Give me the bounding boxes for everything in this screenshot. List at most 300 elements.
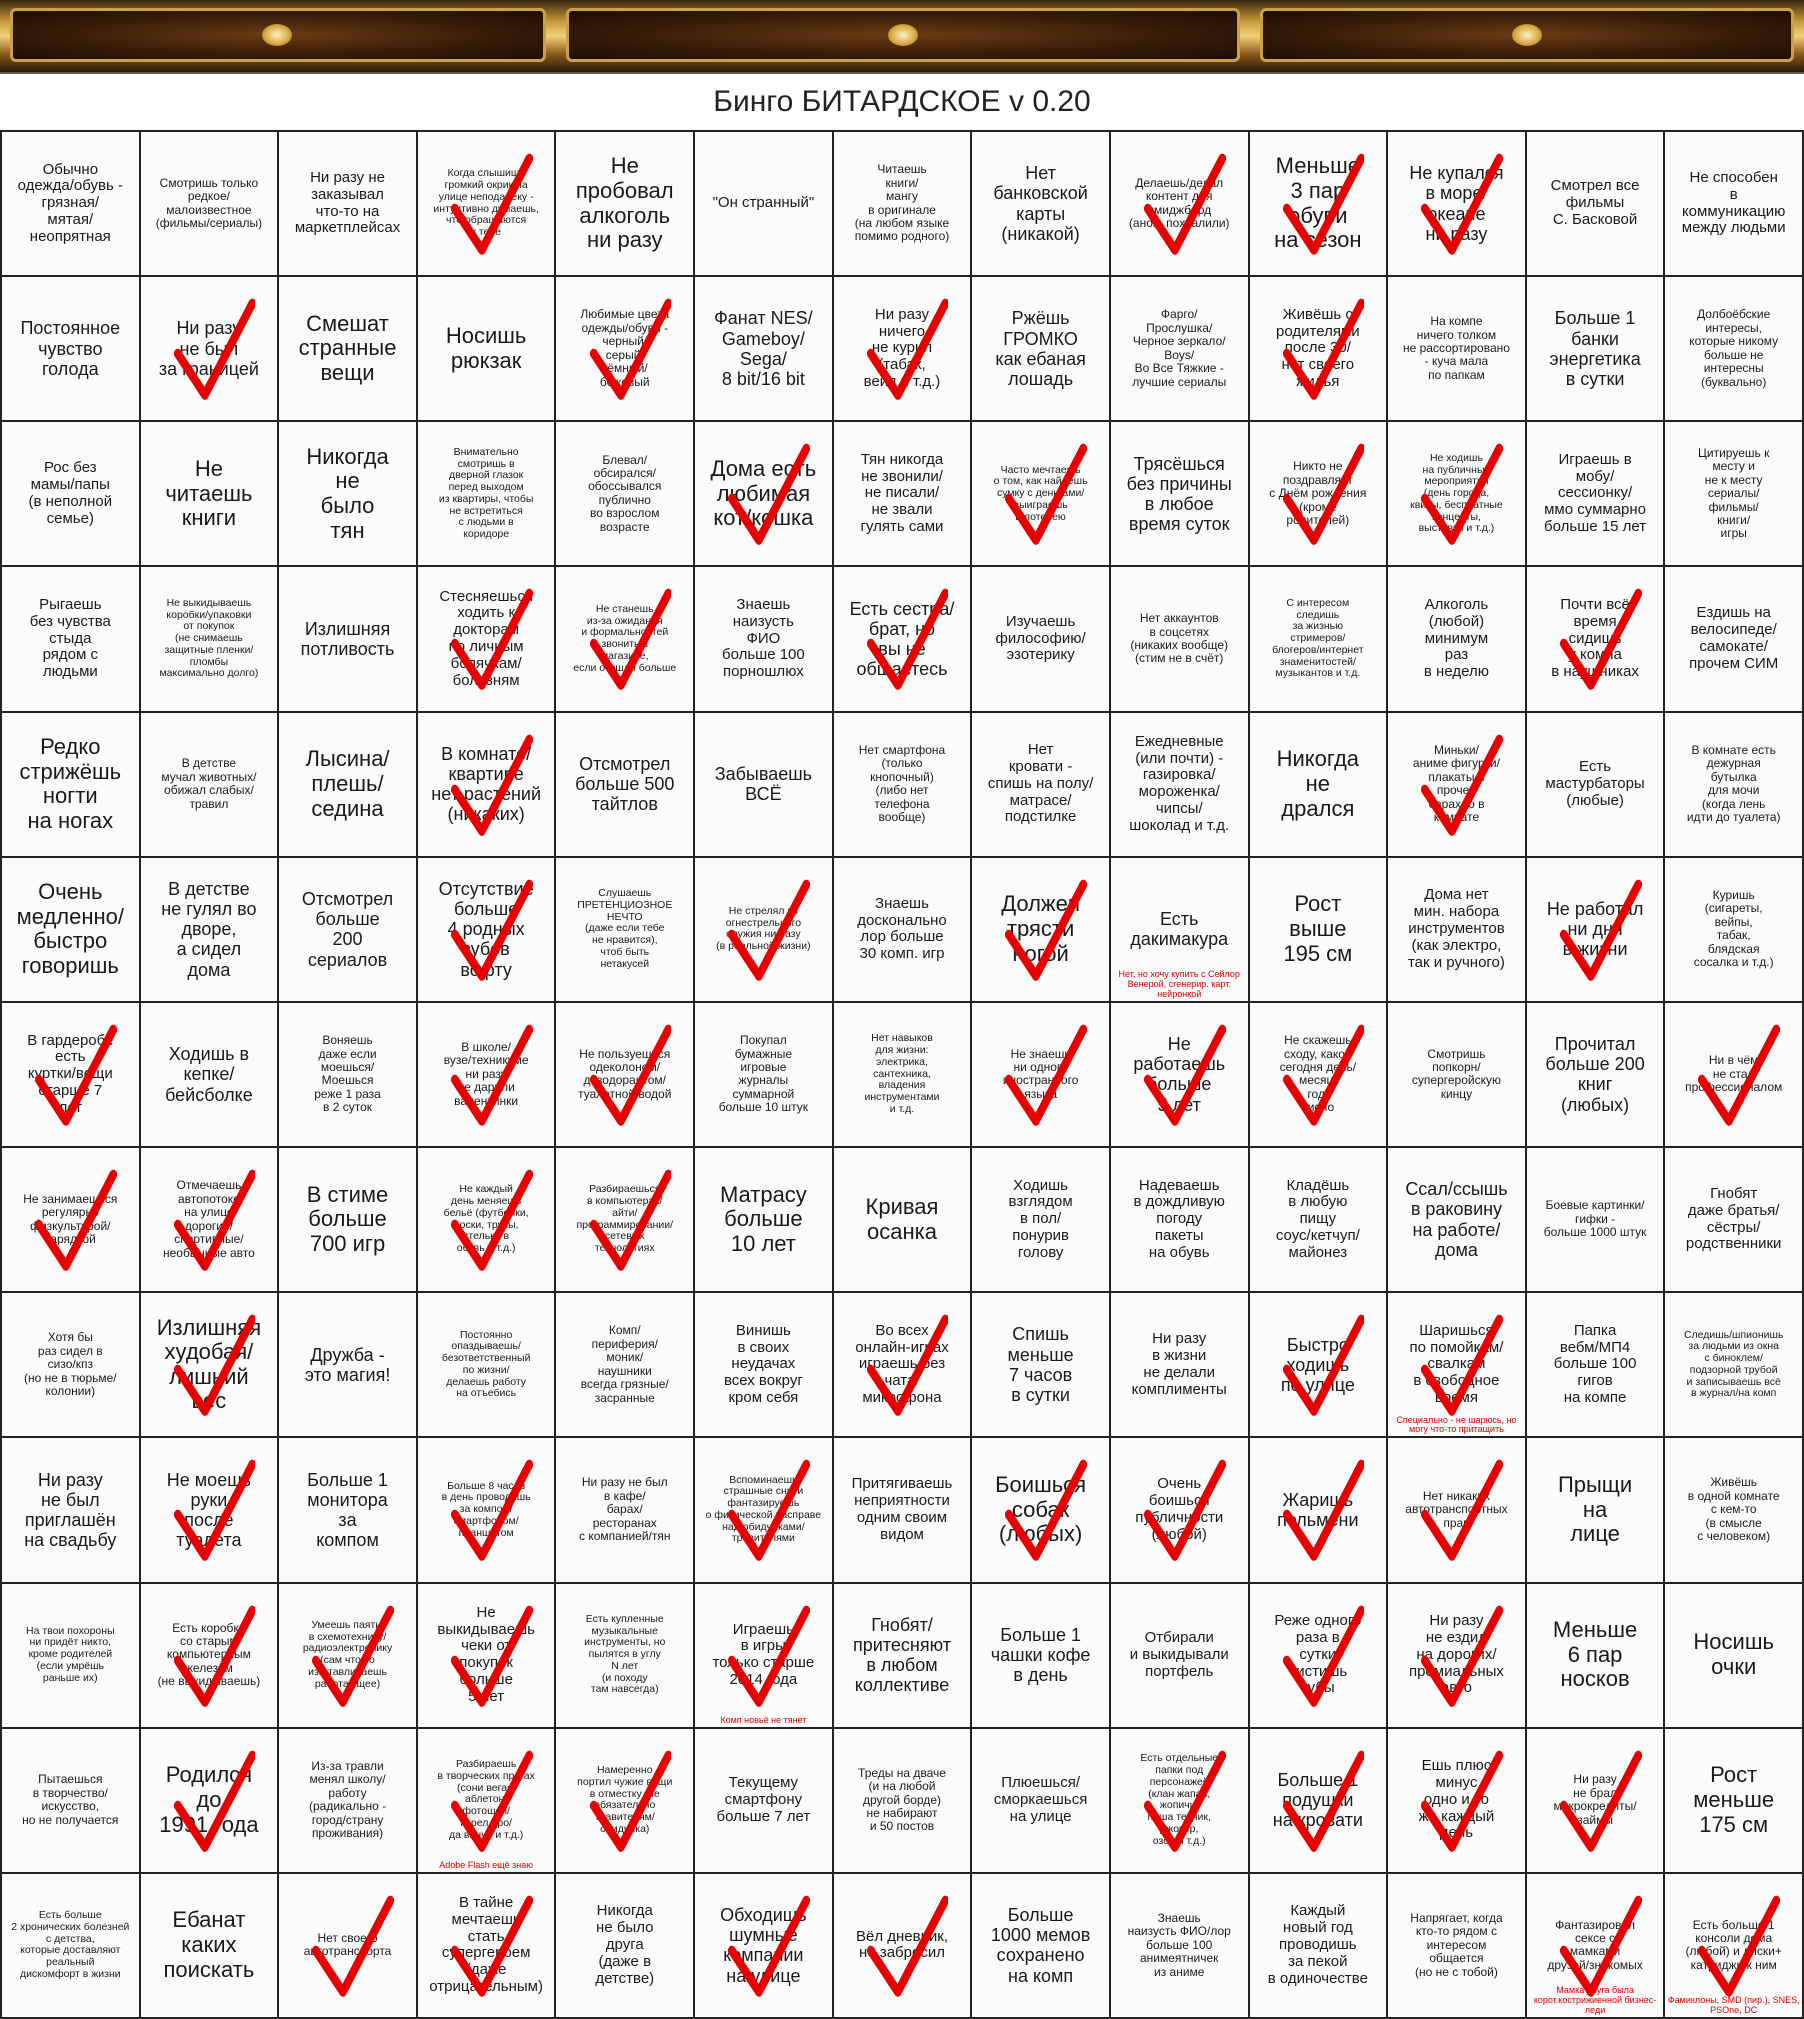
bingo-cell-text: Не работал ни дня в жизни: [1546, 899, 1644, 960]
bingo-cell[interactable]: [141, 277, 278, 420]
bingo-cell[interactable]: [1250, 132, 1387, 275]
bingo-cell-text: Любимые цвета одежды/обуви - черный/ серый/ тёмный/ бежевый: [580, 307, 670, 389]
bingo-cell[interactable]: [972, 277, 1109, 420]
bingo-cell[interactable]: [1388, 1874, 1525, 2017]
bingo-cell[interactable]: [1388, 713, 1525, 856]
bingo-cell[interactable]: [972, 567, 1109, 710]
bingo-cell-text: На твои похороны ни придёт никто, кроме родителей (если умрёшь раньше их): [25, 1624, 115, 1684]
bingo-cell[interactable]: [1665, 1003, 1802, 1146]
bingo-cell-text: Не стрелял из огнестрельного оружия ни разу (в реальной жизни): [716, 904, 811, 953]
bingo-cell[interactable]: [972, 132, 1109, 275]
bingo-cell[interactable]: [1527, 1148, 1664, 1291]
bingo-cell-text: Дружба - это магия!: [304, 1344, 391, 1385]
bingo-cell[interactable]: [972, 858, 1109, 1001]
bingo-cell-text: Постоянно опаздываешь/ безответственный по жизни/ делаешь работу на отъебись: [441, 1328, 531, 1400]
bingo-cell[interactable]: [556, 1729, 693, 1872]
bingo-cell[interactable]: [2, 132, 139, 275]
bingo-cell[interactable]: [1665, 713, 1802, 856]
bingo-cell-text: Очень медленно/ быстро говоришь: [16, 879, 125, 978]
bingo-cell[interactable]: [1527, 1003, 1664, 1146]
bingo-cell-text: Смотришь только редкое/ малоизвестное (фильмы/сериалы): [155, 175, 263, 230]
bingo-cell[interactable]: [1111, 1438, 1248, 1581]
bingo-cell-text: Нет кровати - спишь на полу/ матрасе/ подстилке: [987, 741, 1094, 826]
bingo-cell[interactable]: [1111, 1729, 1248, 1872]
bingo-cell-text: Знаешь досконально лор больше 30 комп. игр: [857, 894, 947, 963]
bingo-cell-text: Не моешь руки после туалета: [166, 1469, 252, 1551]
bingo-cell[interactable]: [556, 1003, 693, 1146]
bingo-cell[interactable]: [556, 567, 693, 710]
bingo-cell[interactable]: [1111, 1584, 1248, 1727]
bingo-cell[interactable]: [695, 1584, 832, 1727]
handwritten-note: Нет, но хочу купить с Сейлор Венерой, сгенерир. карт. нейронкой: [1118, 969, 1240, 1000]
bingo-cell[interactable]: [141, 1003, 278, 1146]
bingo-cell[interactable]: [556, 713, 693, 856]
bingo-cell[interactable]: [1250, 1874, 1387, 2017]
bingo-cell-text: Тян никогда не звонили/ не писали/ не звали гулять сами: [860, 450, 944, 536]
bingo-cell[interactable]: [141, 1874, 278, 2017]
bingo-cell-text: Рост выше 195 см: [1283, 891, 1353, 966]
bingo-cell[interactable]: [1111, 858, 1248, 1001]
bingo-cell[interactable]: [418, 1003, 555, 1146]
bingo-cell-text: Умеешь паять/ в схемотехнику/ радиоэлектронику (сам что-то изготавливаешь работающее): [302, 1618, 393, 1690]
bingo-cell-text: Ни разу не ездил на дорогих/ премиальных авто: [1408, 1612, 1504, 1697]
bingo-cell[interactable]: [2, 1148, 139, 1291]
bingo-cell-text: Рост меньше 175 см: [1693, 1762, 1775, 1837]
bingo-cell[interactable]: [2, 567, 139, 710]
bingo-cell-text: Знаешь наизусть ФИО/лор больше 100 анимеятничек из аниме: [1127, 1910, 1231, 1979]
bingo-cell[interactable]: [2, 713, 139, 856]
bingo-cell[interactable]: [2, 1003, 139, 1146]
bingo-cell-text: Треды на дваче (и на любой другой борде) не набирают и 50 постов: [858, 1765, 946, 1834]
bingo-cell-text: Фантазировал сексе с мамками друзей/знакомых: [1547, 1917, 1643, 1972]
bingo-cell[interactable]: [834, 1584, 971, 1727]
bingo-cell-text: В комнате есть дежурная бутылка для мочи (когда лень идти до туалета): [1686, 742, 1781, 825]
bingo-cell-text: Излишняя потливость: [300, 618, 395, 660]
bingo-cell-text: Больше 8 часов в день проводишь за компом/ смартфоном/ планшетом: [441, 1479, 531, 1539]
bingo-cell-text: Отмечаешь автопотоке на улице дорогие/ спортивные/ необычные авто: [163, 1178, 255, 1260]
bingo-cell[interactable]: [1665, 1874, 1802, 2017]
bingo-cell[interactable]: [1388, 567, 1525, 710]
bingo-cell-text: Пытаешься в творчество/ искусство, но не получается: [22, 1772, 119, 1827]
bingo-cell-text: Цитируешь к месту и не к месту сериалы/ фильмы/ книги/ игры: [1698, 445, 1770, 541]
bingo-cell-text: Жаришь пельмени: [1277, 1489, 1359, 1530]
bingo-cell[interactable]: [695, 858, 832, 1001]
bingo-cell-text: Не ходишь на публичные мероприятия (день города, квизы, бесплатные концерты, выставки и т.д.): [1410, 451, 1503, 535]
bingo-cell-text: Не каждый день меняешь бельё (футболки, носки, трусы, стельки в обувь и т.д.): [443, 1183, 529, 1255]
bingo-cell-text: Не купался в море/ океане ни разу: [1409, 163, 1504, 244]
bingo-cell-text: Плюешься/ сморкаешься на улице: [993, 1774, 1088, 1825]
bingo-cell[interactable]: [695, 132, 832, 275]
bingo-cell[interactable]: [418, 132, 555, 275]
bingo-cell-text: Гнобят/ притесняют в любом коллективе: [853, 1614, 951, 1696]
bingo-cell[interactable]: [141, 1729, 278, 1872]
bingo-cell-text: Есть дакимакура: [1130, 909, 1229, 950]
bingo-cell[interactable]: [2, 277, 139, 420]
bingo-cell-text: Забываешь ВСЁ: [714, 764, 813, 805]
bingo-cell[interactable]: [834, 858, 971, 1001]
bingo-cell[interactable]: [972, 1584, 1109, 1727]
bingo-cell[interactable]: [141, 567, 278, 710]
bingo-cell-text: Во всех онлайн-играх играешь без чата/ микрофона: [855, 1321, 949, 1406]
bingo-cell-text: Больше 1 банки энергетика в сутки: [1549, 308, 1641, 389]
bingo-cell-text: Разбираешь в творческих прогах (сони вегас/ аблетон/ фотошоп/ корел дро/ да винчи и т.д.): [437, 1758, 535, 1841]
bingo-cell-text: Ни разу не был в кафе/ барах/ ресторанах с компанией/тян: [579, 1475, 671, 1544]
banner-ornament-icon: [888, 24, 918, 46]
bingo-cell-text: Не знаешь ни одного иностранного языка: [1002, 1046, 1079, 1101]
bingo-cell[interactable]: [1111, 1293, 1248, 1436]
bingo-cell[interactable]: [418, 1438, 555, 1581]
bingo-cell[interactable]: [556, 1874, 693, 2017]
bingo-cell[interactable]: [141, 422, 278, 565]
bingo-cell-text: Почти всё время сидишь у компа в наушниках: [1551, 596, 1639, 681]
bingo-cell[interactable]: [1388, 277, 1525, 420]
bingo-cell[interactable]: [834, 1438, 971, 1581]
bingo-cell[interactable]: [1111, 567, 1248, 710]
bingo-cell[interactable]: [1111, 1148, 1248, 1291]
bingo-cell-text: Папка вебм/МП4 больше 100 гигов на компе: [1553, 1321, 1637, 1406]
bingo-cell[interactable]: [1388, 1293, 1525, 1436]
bingo-cell[interactable]: [556, 1438, 693, 1581]
bingo-cell-text: Покупал бумажные игровые журналы суммарной больше 10 штук: [718, 1033, 809, 1115]
bingo-cell-text: Не читаешь книги: [165, 455, 253, 531]
bingo-cell-text: Не станешь из-за ожидания и формальностей звонить в магазине, если отошли больше: [573, 602, 677, 674]
bingo-cell[interactable]: [1665, 1438, 1802, 1581]
bingo-cell[interactable]: [834, 567, 971, 710]
bingo-cell-text: Хотя бы раз сидел в сизо/кпз (но не в тюрьме/ колонии): [23, 1330, 117, 1398]
bingo-cell-text: Спишь меньше 7 часов в сутки: [1007, 1324, 1074, 1405]
bingo-cell-text: Делаешь/делал контент для имиджборд (анон, похвалили): [1128, 175, 1230, 230]
bingo-cell-text: Миньки/ аниме фигурки/ плакаты и прочее барахло в комнате: [1412, 742, 1500, 825]
bingo-cell[interactable]: [1527, 713, 1664, 856]
bingo-cell[interactable]: [1665, 858, 1802, 1001]
bingo-cell-text: Должен трясти ногой: [1001, 891, 1081, 966]
bingo-cell-text: Постоянное чувство голода: [20, 318, 121, 379]
bingo-cell-text: Никогда не было тян: [306, 443, 389, 543]
bingo-cell-text: Гнобят даже братья/ сёстры/ родственники: [1685, 1185, 1782, 1253]
bingo-cell[interactable]: [279, 1148, 416, 1291]
bingo-cell-text: Носишь очки: [1693, 1629, 1774, 1680]
bingo-cell-text: Ежедневные (или почти) - газировка/ мороженка/ чипсы/ шоколад и т.д.: [1129, 732, 1230, 834]
bingo-cell[interactable]: [1388, 422, 1525, 565]
bingo-cell[interactable]: [418, 277, 555, 420]
bingo-cell[interactable]: [418, 1148, 555, 1291]
bingo-cell[interactable]: [695, 277, 832, 420]
bingo-cell[interactable]: [141, 1293, 278, 1436]
bingo-cell[interactable]: [418, 1874, 555, 2017]
bingo-cell[interactable]: [1250, 567, 1387, 710]
bingo-cell[interactable]: [1388, 1438, 1525, 1581]
bingo-cell-text: Больше 1 подушки на кровати: [1272, 1770, 1363, 1831]
bingo-cell[interactable]: [1665, 1584, 1802, 1727]
bingo-cell-text: Воняешь даже если моешься/ Моешься реже 1 раза в 2 суток: [314, 1033, 381, 1115]
bingo-cell[interactable]: [1665, 422, 1802, 565]
bingo-cell[interactable]: [1250, 1729, 1387, 1872]
bingo-cell-text: Вёл дневник, но забросил: [855, 1927, 948, 1962]
bingo-cell-text: Есть отдельные папки под персонажей (клан жапан, жопичи, паша техник, джокер, озон и т.д.): [1140, 1752, 1219, 1847]
bingo-cell-text: Ссал/ссышь в раковину на работе/ дома: [1405, 1179, 1508, 1260]
bingo-cell[interactable]: [556, 277, 693, 420]
bingo-cell[interactable]: [1250, 1148, 1387, 1291]
bingo-cell[interactable]: [141, 1148, 278, 1291]
bingo-cell[interactable]: [1527, 1438, 1664, 1581]
bingo-cell[interactable]: [1250, 277, 1387, 420]
bingo-cell-text: Внимательно смотришь в дверной глазок перед выходом из квартиры, чтобы не встретиться с людьми в коридоре: [438, 445, 534, 541]
bingo-cell[interactable]: [972, 1729, 1109, 1872]
bingo-cell-text: Не работаешь больше 5 лет: [1133, 1034, 1226, 1115]
bingo-cell-text: В гардеробе есть куртки/вещи старше 7 лет: [27, 1031, 114, 1116]
bingo-cell[interactable]: [972, 1003, 1109, 1146]
bingo-cell-text: Нет никаких автотранспортных прав: [1405, 1488, 1508, 1530]
bingo-cell-text: Никогда не было друга (даже в детстве): [595, 1902, 655, 1987]
bingo-cell[interactable]: [279, 1874, 416, 2017]
bingo-cell[interactable]: [279, 1729, 416, 1872]
bingo-cell[interactable]: [1388, 1003, 1525, 1146]
bingo-cell[interactable]: [834, 277, 971, 420]
bingo-cell[interactable]: [556, 1293, 693, 1436]
bingo-cell[interactable]: [1665, 132, 1802, 275]
bingo-cell[interactable]: [1527, 567, 1664, 710]
bingo-cell-text: Ходишь в кепке/ бейсболке: [165, 1044, 253, 1105]
bingo-cell-text: Есть больше 1 консоли дома (любой) и диски+ катриджи к ним: [1685, 1917, 1782, 1972]
bingo-cell[interactable]: [279, 567, 416, 710]
bingo-cell[interactable]: [1527, 858, 1664, 1001]
bingo-cell[interactable]: [1111, 277, 1248, 420]
bingo-cell-text: В детстве мучал животных/ обижал слабых/ травил: [161, 756, 257, 811]
bingo-cell-text: Фарго/ Прослушка/ Черное зеркало/ Boys/ Во Все Тяжкие - лучшие сериалы: [1132, 307, 1227, 389]
bingo-cell[interactable]: [1250, 713, 1387, 856]
bingo-cell-text: Изучаешь философию/ эзотерику: [995, 612, 1086, 664]
bingo-cell-text: Комп/ периферия/ моник/ наушники всегда грязные/ засранные: [580, 1323, 669, 1405]
bingo-cell[interactable]: [1111, 713, 1248, 856]
bingo-cell-text: Напрягает, когда кто-то рядом с интересом общается (но не с тобой): [1410, 1910, 1503, 1979]
bingo-title: Бинго БИТАРДСКОЕ v 0.20: [0, 72, 1804, 132]
bingo-cell[interactable]: [1665, 567, 1802, 710]
bingo-cell-text: Есть купленные музыкальные инструменты, но пылятся в углу N лет (и походу там навсегда): [584, 1612, 666, 1696]
bingo-cell[interactable]: [1388, 858, 1525, 1001]
bingo-cell-text: Больше 1 чашки кофе в день: [990, 1624, 1091, 1686]
bingo-cell-text: Ни разу не брал микрокредиты/ займы: [1553, 1772, 1637, 1827]
bingo-cell[interactable]: [1111, 1874, 1248, 2017]
bingo-cell-text: Вспоминаешь страшные сны и фантазируешь о физической расправе над обидчиками/ травителями: [705, 1473, 822, 1545]
bingo-cell[interactable]: [972, 1148, 1109, 1291]
bingo-cell-text: Долбоёбские интересы, которые никому больше не интересны (буквально): [1689, 307, 1779, 389]
bingo-cell-text: Намеренно портил чужие вещи в отместку (не обязательно травителям/ обидчика): [577, 1764, 673, 1835]
bingo-cell-text: Стесняешься ходить к докторам по личным болячкам/ болезням: [439, 587, 533, 689]
bingo-cell-text: Ни разу в жизни не делали комплименты: [1131, 1330, 1227, 1398]
bingo-cell[interactable]: [1388, 1148, 1525, 1291]
bingo-cell-text: Разбираешься в компьютерах/ айти/ программировании/ сетевых технологиях: [576, 1183, 674, 1255]
bingo-cell-text: Есть больше 2 хронических болезней с детства, которые доставляют реальный дискомфорт в жизни: [11, 1909, 130, 1980]
bingo-cell-text: В школе/ вузе/техникуме ни разу не дарили валентинки: [443, 1039, 529, 1108]
bingo-cell[interactable]: [418, 567, 555, 710]
bingo-cell-text: Ни разу не заказывал что-то на маркетплейсах: [294, 168, 401, 237]
bingo-cell-text: Фанат NES/ Gameboy/ Sega/ 8 bit/16 bit: [714, 308, 813, 389]
bingo-cell-text: Надеваешь в дождливую погоду пакеты на обувь: [1133, 1176, 1225, 1261]
bingo-cell[interactable]: [834, 1729, 971, 1872]
bingo-cell[interactable]: [834, 1148, 971, 1291]
bingo-cell[interactable]: [1388, 132, 1525, 275]
bingo-cell[interactable]: [418, 1584, 555, 1727]
bingo-cell[interactable]: [418, 858, 555, 1001]
bingo-cell-text: Из-за травли менял школу/ работу (радикально - город/страну проживания): [308, 1758, 387, 1841]
bingo-cell[interactable]: [695, 422, 832, 565]
bingo-cell[interactable]: [418, 1293, 555, 1436]
bingo-cell[interactable]: [279, 713, 416, 856]
bingo-cell[interactable]: [2, 1729, 139, 1872]
bingo-cell[interactable]: [972, 1293, 1109, 1436]
bingo-cell[interactable]: [279, 1584, 416, 1727]
bingo-cell-text: Ешь плюс минус одно и то же каждый день: [1418, 1757, 1495, 1842]
bingo-cell-text: Меньше 3 пар обуви на сезон: [1274, 153, 1362, 253]
bingo-cell[interactable]: [279, 1438, 416, 1581]
bingo-cell-text: Смотрел все фильмы С. Басковой: [1550, 177, 1640, 228]
handwritten-note: Adobe Flash ещё знаю: [439, 1859, 534, 1870]
bingo-cell[interactable]: [834, 422, 971, 565]
bingo-cell[interactable]: [556, 422, 693, 565]
bingo-cell[interactable]: [834, 1874, 971, 2017]
bingo-cell[interactable]: [556, 858, 693, 1001]
bingo-cell[interactable]: [1665, 1148, 1802, 1291]
bingo-cell[interactable]: [695, 1729, 832, 1872]
bingo-cell[interactable]: [1527, 277, 1664, 420]
bingo-cell[interactable]: [834, 1003, 971, 1146]
bingo-cell[interactable]: [1527, 1584, 1664, 1727]
bingo-cell[interactable]: [2, 1293, 139, 1436]
bingo-cell[interactable]: [1250, 1003, 1387, 1146]
bingo-cell[interactable]: [695, 1874, 832, 2017]
bingo-cell[interactable]: [1527, 1293, 1664, 1436]
bingo-cell-text: Дома нет мин. набора инструментов (как электро, так и ручного): [1407, 886, 1505, 971]
bingo-cell-text: Никогда не дрался: [1276, 746, 1360, 821]
bingo-cell-text: Отбирали и выкидывали портфель: [1129, 1628, 1229, 1680]
bingo-cell[interactable]: [141, 713, 278, 856]
bingo-cell-text: Быстро ходишь по улице: [1280, 1334, 1355, 1395]
bingo-cell[interactable]: [695, 1148, 832, 1291]
bingo-cell[interactable]: [695, 567, 832, 710]
bingo-cell[interactable]: [834, 132, 971, 275]
bingo-cell-text: Есть сестра/ брат, но вы не общаетесь: [849, 598, 955, 680]
bingo-cell[interactable]: [1665, 277, 1802, 420]
bingo-cell-text: Лысина/ плешь/ седина: [305, 746, 390, 821]
bingo-cell[interactable]: [972, 422, 1109, 565]
decorative-banner: [0, 0, 1804, 72]
handwritten-note: Мамка друга была корот.кострижиенной бизнес-леди: [1533, 1985, 1657, 2016]
bingo-cell[interactable]: [556, 1584, 693, 1727]
bingo-cell-text: Прочитал больше 200 книг (любых): [1545, 1034, 1645, 1115]
bingo-cell[interactable]: [1388, 1584, 1525, 1727]
bingo-cell-text: Следишь/шпионишь за людьми из окна с биноклем/ подзорной трубой и записываешь всё в журнал/на комп: [1683, 1328, 1784, 1400]
bingo-cell[interactable]: [141, 1438, 278, 1581]
bingo-cell[interactable]: [1250, 858, 1387, 1001]
bingo-cell[interactable]: [1250, 1293, 1387, 1436]
bingo-cell-text: Родился до 1991 года: [159, 1762, 259, 1837]
banner-ornament-icon: [262, 24, 292, 46]
bingo-cell[interactable]: [1111, 422, 1248, 565]
bingo-cell[interactable]: [2, 858, 139, 1001]
bingo-cell-text: Не пользуешься одеколоном/ дезодорантом/ туалетной водой: [578, 1046, 672, 1101]
bingo-cell-text: В тайне мечтаешь стать супергероем (даже отрицательным): [429, 1894, 543, 1995]
bingo-cell[interactable]: [1527, 132, 1664, 275]
bingo-cell-text: Ездишь на велосипеде/ самокате/ прочем СИМ: [1689, 604, 1779, 672]
bingo-cell-text: Винишь в своих неудачах всех вокруг кром себя: [723, 1321, 803, 1406]
bingo-cell[interactable]: [1527, 1729, 1664, 1872]
bingo-cell[interactable]: [556, 1148, 693, 1291]
bingo-cell[interactable]: [972, 713, 1109, 856]
bingo-cell-text: Обычно одежда/обувь - грязная/ мятая/ неопрятная: [17, 160, 123, 245]
bingo-cell-text: Ржёшь ГРОМКО как ебаная лошадь: [995, 308, 1086, 389]
bingo-cell[interactable]: [2, 422, 139, 565]
bingo-cell[interactable]: [556, 132, 693, 275]
bingo-cell[interactable]: [279, 858, 416, 1001]
bingo-cell[interactable]: [279, 277, 416, 420]
bingo-cell-text: Каждый новый год проводишь за пекой в одиночестве: [1267, 1902, 1368, 1987]
bingo-cell[interactable]: [279, 132, 416, 275]
bingo-cell[interactable]: [972, 1874, 1109, 2017]
bingo-cell[interactable]: [141, 1584, 278, 1727]
bingo-cell[interactable]: [695, 1003, 832, 1146]
bingo-cell[interactable]: [1388, 1729, 1525, 1872]
bingo-grid: [0, 132, 1804, 2019]
bingo-cell-text: Блевал/ обсирался/ обоссывался публично во взрослом возрасте: [588, 452, 662, 534]
bingo-cell[interactable]: [1527, 1874, 1664, 2017]
bingo-cell-text: Куришь (сигареты, вейпы, табак, блядская сосалка и т.д.): [1693, 888, 1774, 970]
bingo-cell-text: Кладёшь в любую пищу соус/кетчуп/ майонез: [1275, 1176, 1360, 1261]
bingo-cell-text: Рыгаешь без чувства стыда рядом с людьми: [29, 596, 111, 681]
bingo-cell-text: Боишься собак (любых): [995, 1472, 1087, 1547]
bingo-cell-text: В стиме больше 700 игр: [306, 1181, 389, 1256]
bingo-cell[interactable]: [279, 422, 416, 565]
bingo-cell[interactable]: [1665, 1729, 1802, 1872]
bingo-cell[interactable]: [1527, 422, 1664, 565]
bingo-cell[interactable]: [1665, 1293, 1802, 1436]
bingo-cell[interactable]: [695, 713, 832, 856]
bingo-cell[interactable]: [695, 1293, 832, 1436]
bingo-cell[interactable]: [1250, 1584, 1387, 1727]
bingo-cell[interactable]: [834, 713, 971, 856]
bingo-cell-text: Играешь в мобу/ сессионку/ ммо суммарно больше 15 лет: [1544, 450, 1647, 536]
bingo-cell[interactable]: [2, 1874, 139, 2017]
bingo-cell[interactable]: [418, 713, 555, 856]
bingo-cell[interactable]: [141, 132, 278, 275]
bingo-cell-text: Живёшь в одной комнате с кем-то (в смысле с человеком): [1687, 1475, 1780, 1544]
bingo-cell-text: Не пробовал алкоголь ни разу: [575, 153, 674, 253]
bingo-cell-text: Трясёшься без причины в любое время суток: [1126, 453, 1232, 535]
bingo-cell[interactable]: [418, 1729, 555, 1872]
bingo-cell[interactable]: [2, 1584, 139, 1727]
bingo-cell[interactable]: [1250, 1438, 1387, 1581]
bingo-cell[interactable]: [141, 858, 278, 1001]
bingo-cell[interactable]: [279, 1293, 416, 1436]
bingo-cell-text: Меньше 6 пар носков: [1552, 1617, 1638, 1692]
bingo-cell[interactable]: [279, 1003, 416, 1146]
bingo-cell[interactable]: [972, 1438, 1109, 1581]
bingo-cell[interactable]: [834, 1293, 971, 1436]
bingo-cell[interactable]: [418, 422, 555, 565]
bingo-cell-text: Матрасу больше 10 лет: [719, 1181, 807, 1256]
bingo-cell[interactable]: [1111, 132, 1248, 275]
bingo-cell-text: Ни разу ничего не курил (табак, вейп и т.д.): [863, 305, 941, 390]
handwritten-note: Специально - не шарюсь, но могу что-то притащить: [1396, 1414, 1517, 1435]
bingo-cell-text: Излишняя худобая/ лишний вес: [156, 1314, 262, 1414]
bingo-cell-text: Смотришь попкорн/ супергеройскую кинцу: [1411, 1046, 1501, 1101]
bingo-cell-text: Нет банковской карты (никакой): [993, 163, 1088, 244]
bingo-cell-text: Текущему смартфону больше 7 лет: [716, 1774, 811, 1825]
bingo-cell[interactable]: [1250, 422, 1387, 565]
bingo-cell[interactable]: [695, 1438, 832, 1581]
bingo-cell[interactable]: [1111, 1003, 1248, 1146]
bingo-cell[interactable]: [2, 1438, 139, 1581]
bingo-cell-text: Очень боишься публичности (любой): [1135, 1475, 1224, 1543]
